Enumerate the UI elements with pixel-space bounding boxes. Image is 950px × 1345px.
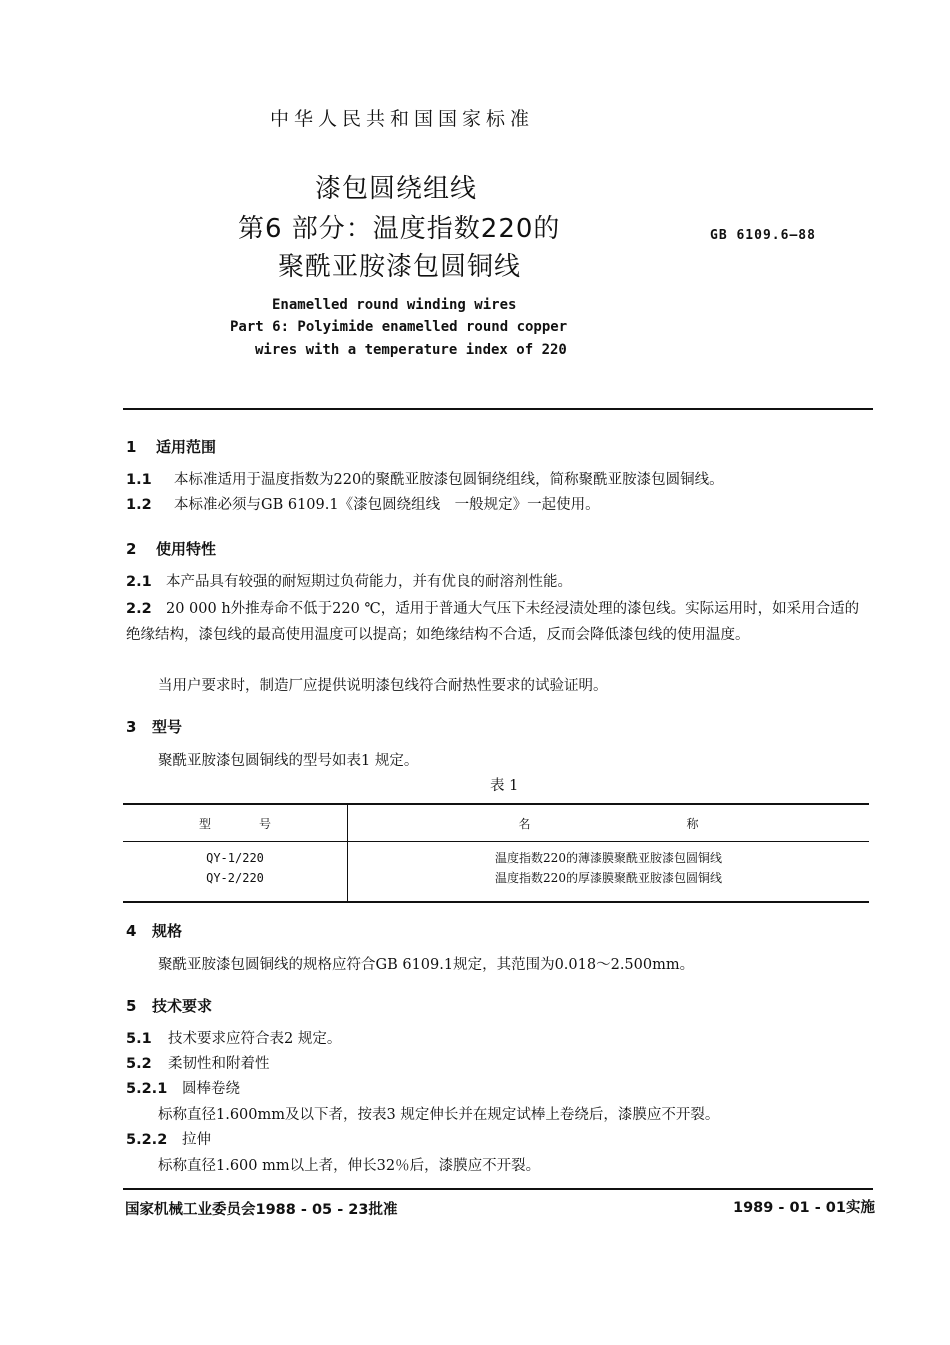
footer-divider <box>123 1188 873 1190</box>
title-cn-line-1: 漆包圆绕组线 <box>315 174 478 204</box>
table-cell-name: 温度指数220的厚漆膜聚酰亚胺漆包圆铜线 <box>495 871 722 885</box>
table-row <box>123 842 869 903</box>
clause-5-2-2: 5.2.2 拉伸 <box>126 1132 211 1148</box>
table-1 <box>123 803 869 903</box>
section-5-heading: 5 技术要求 <box>126 997 213 1015</box>
clause-1-2: 1.2 本标准必须与GB 6109.1《漆包圆绕组线 一般规定》一起使用。 <box>126 497 600 513</box>
clause-2-2: 2.2 20 000 h外推寿命不低于220 ℃，适用于普通大气压下未经浸渍处理的漆包线。实际运用时，如采用合适的绝缘结构，漆包线的最高使用温度可以提高；如绝缘结构不合适，反而会降低漆包线的使用温度。 <box>126 601 860 643</box>
section-4-heading: 4 规格 <box>126 922 183 940</box>
standard-category: 中华人民共和国国家标准 <box>270 108 535 130</box>
clause-5-2-1: 5.2.1 圆棒卷绕 <box>126 1081 240 1097</box>
section-3-text: 聚酰亚胺漆包圆铜线的型号如表1 规定。 <box>158 753 419 769</box>
table-cell-name: 温度指数220的薄漆膜聚酰亚胺漆包圆铜线 <box>495 851 722 865</box>
clause-2-note: 当用户要求时，制造厂应提供说明漆包线符合耐热性要求的试验证明。 <box>158 678 608 694</box>
section-1-heading: 1 适用范围 <box>126 438 217 456</box>
effective-date: 1989 - 01 - 01实施 <box>733 1200 875 1216</box>
title-cn-line-3: 聚酰亚胺漆包圆铜线 <box>278 252 522 282</box>
table-header-model: 型 号 <box>123 804 348 842</box>
table-cell-model: QY-2/220 <box>206 871 264 885</box>
section-2-heading: 2 使用特性 <box>126 540 217 558</box>
header-divider <box>123 408 873 410</box>
approval-date: 国家机械工业委员会1988 - 05 - 23批准 <box>125 1202 398 1218</box>
clause-5-2-2-body: 标称直径1.600 mm以上者，伸长32％后，漆膜应不开裂。 <box>158 1158 541 1174</box>
title-cn-line-2: 第6 部分：温度指数220的 <box>238 214 561 244</box>
section-3-heading: 3 型号 <box>126 718 183 736</box>
table-cell-model: QY-1/220 <box>206 851 264 865</box>
table-header-name: 名 称 <box>348 804 870 842</box>
clause-5-1: 5.1 技术要求应符合表2 规定。 <box>126 1031 342 1047</box>
standard-code: GB 6109.6—88 <box>710 228 816 243</box>
clause-2-1: 2.1 本产品具有较强的耐短期过负荷能力，并有优良的耐溶剂性能。 <box>126 574 572 590</box>
clause-5-2-1-body: 标称直径1.600mm及以下者，按表3 规定伸长并在规定试棒上卷绕后，漆膜应不开裂。 <box>158 1107 720 1123</box>
clause-1-1: 1.1 本标准适用于温度指数为220的聚酰亚胺漆包圆铜绕组线，简称聚酰亚胺漆包圆铜线。 <box>126 472 724 488</box>
section-4-text: 聚酰亚胺漆包圆铜线的规格应符合GB 6109.1规定，其范围为0.018～2.500mm。 <box>158 957 695 973</box>
title-en-line-1: Enamelled round winding wires <box>272 297 517 313</box>
clause-5-2: 5.2 柔韧性和附着性 <box>126 1056 270 1072</box>
table-1-caption: 表 1 <box>490 778 519 794</box>
title-en-line-2: Part 6: Polyimide enamelled round copper <box>230 319 568 335</box>
title-en-line-3: wires with a temperature index of 220 <box>255 342 567 358</box>
